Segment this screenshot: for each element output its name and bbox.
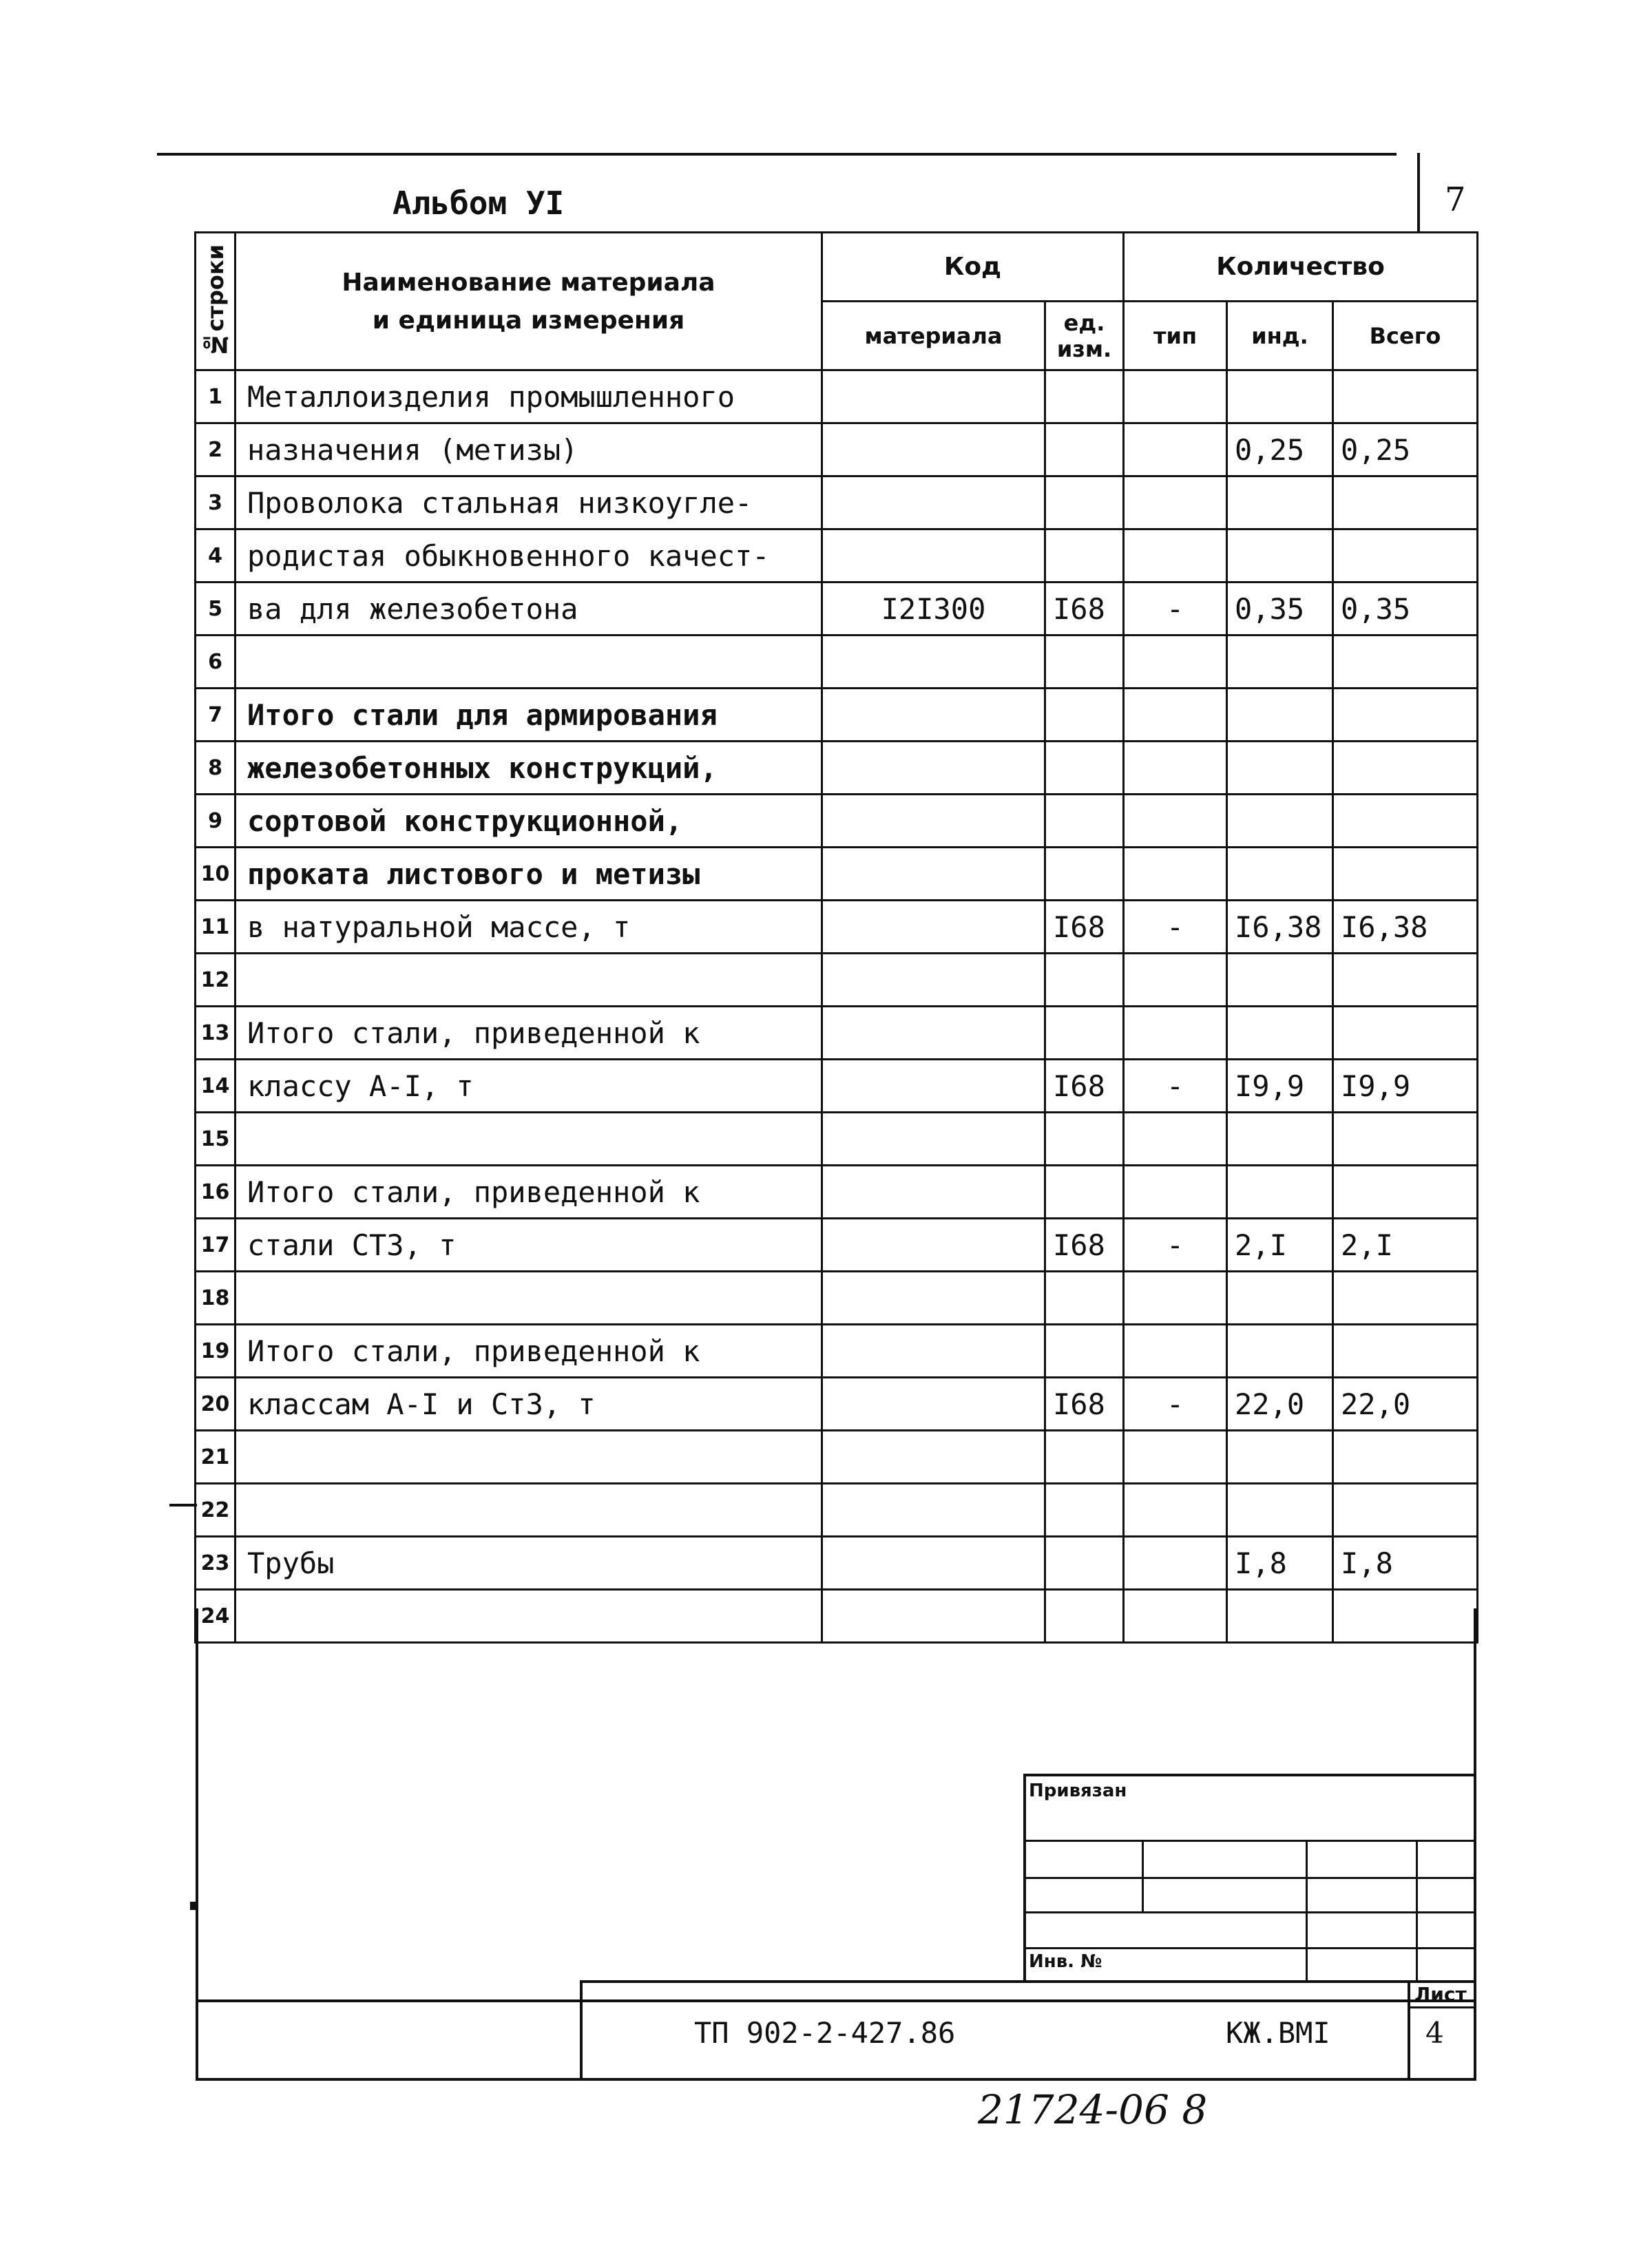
material-code-cell xyxy=(822,1272,1045,1325)
material-code-cell: I2I300 xyxy=(822,582,1045,636)
material-code-cell xyxy=(822,1378,1045,1431)
material-name-cell xyxy=(236,1113,822,1166)
material-name-cell xyxy=(236,1484,822,1537)
material-name-cell: Итого стали, приведенной к xyxy=(236,1007,822,1060)
material-name-cell xyxy=(236,954,822,1007)
table-row xyxy=(196,476,1478,529)
material-name-cell: ва для железобетона xyxy=(236,582,822,636)
total-quantity-cell: 2,I xyxy=(1333,1219,1478,1272)
total-quantity-cell xyxy=(1333,689,1478,742)
table-body xyxy=(196,370,1478,1643)
stamp-col-1 xyxy=(1142,1840,1144,1913)
row-number-cell: 24 xyxy=(196,1590,236,1643)
row-number-cell: 17 xyxy=(196,1219,236,1272)
stamp-rule-2 xyxy=(1023,1877,1474,1879)
stamp-rule-4 xyxy=(1023,1947,1474,1949)
unit-code-cell: I68 xyxy=(1045,901,1124,954)
unit-code-cell xyxy=(1045,636,1124,689)
top-rule xyxy=(157,153,1397,156)
total-quantity-cell: 22,0 xyxy=(1333,1378,1478,1431)
unit-code-cell xyxy=(1045,1113,1124,1166)
unit-code-cell xyxy=(1045,370,1124,423)
row-number-cell: 3 xyxy=(196,476,236,529)
unit-code-cell xyxy=(1045,954,1124,1007)
material-name-cell: Итого стали, приведенной к xyxy=(236,1325,822,1378)
unit-code-cell: I68 xyxy=(1045,1219,1124,1272)
title-block-top xyxy=(580,1980,1476,1983)
stamp-rule-3 xyxy=(1023,1911,1474,1913)
margin-tick-2 xyxy=(190,1902,197,1910)
material-name-cell xyxy=(236,1431,822,1484)
row-number-cell: 14 xyxy=(196,1060,236,1113)
unit-code-cell: I68 xyxy=(1045,1378,1124,1431)
total-quantity-cell: I6,38 xyxy=(1333,901,1478,954)
unit-code-cell xyxy=(1045,689,1124,742)
table-row xyxy=(196,1484,1478,1537)
row-number-cell: 11 xyxy=(196,901,236,954)
attached-label: Привязан xyxy=(1029,1781,1127,1801)
table-row xyxy=(196,1325,1478,1378)
material-name-cell: железобетонных конструкций, xyxy=(236,742,822,795)
material-code-cell xyxy=(822,636,1045,689)
sheet-cell-divider xyxy=(1408,2006,1476,2008)
material-code-cell xyxy=(822,954,1045,1007)
table-row xyxy=(196,1431,1478,1484)
material-name-cell xyxy=(236,1272,822,1325)
material-name-cell: классам А-I и Ст3, т xyxy=(236,1378,822,1431)
unit-code-cell xyxy=(1045,1431,1124,1484)
material-code-cell xyxy=(822,476,1045,529)
ind-quantity-cell xyxy=(1227,1113,1333,1166)
row-number-cell: 21 xyxy=(196,1431,236,1484)
ind-quantity-cell xyxy=(1227,954,1333,1007)
row-number-cell: 18 xyxy=(196,1272,236,1325)
stamp-rule-1 xyxy=(1023,1840,1474,1842)
unit-code-cell xyxy=(1045,1007,1124,1060)
unit-code-cell xyxy=(1045,1325,1124,1378)
total-quantity-cell xyxy=(1333,1272,1478,1325)
material-code-cell xyxy=(822,1113,1045,1166)
unit-code-cell xyxy=(1045,795,1124,848)
top-right-vertical-rule xyxy=(1417,153,1420,233)
name-header-line1: Наименование материала xyxy=(342,268,715,297)
unit-code-cell: I68 xyxy=(1045,1060,1124,1113)
type-cell xyxy=(1124,423,1227,476)
material-name-cell: классу А-I, т xyxy=(236,1060,822,1113)
row-number-cell: 16 xyxy=(196,1166,236,1219)
frame-left xyxy=(196,1608,198,2002)
table-row xyxy=(196,1272,1478,1325)
table-row xyxy=(196,582,1478,636)
row-number-cell: 9 xyxy=(196,795,236,848)
stamp-col-3 xyxy=(1416,1840,1418,1980)
type-cell: - xyxy=(1124,1060,1227,1113)
ind-quantity-cell xyxy=(1227,1431,1333,1484)
type-cell xyxy=(1124,848,1227,901)
total-quantity-cell xyxy=(1333,1590,1478,1643)
table-row xyxy=(196,689,1478,742)
margin-tick-1 xyxy=(169,1504,197,1507)
total-quantity-cell: 0,25 xyxy=(1333,423,1478,476)
material-code-cell xyxy=(822,1431,1045,1484)
material-name-cell: проката листового и метизы xyxy=(236,848,822,901)
unit-code-cell xyxy=(1045,848,1124,901)
material-code-cell xyxy=(822,795,1045,848)
material-code-cell xyxy=(822,689,1045,742)
inv-number-label: Инв. № xyxy=(1029,1951,1102,1972)
sheet-label: Лист xyxy=(1414,1983,1467,2006)
unit-code-cell xyxy=(1045,1484,1124,1537)
stamp-col-2 xyxy=(1306,1840,1308,1980)
total-quantity-cell xyxy=(1333,370,1478,423)
type-header: тип xyxy=(1124,302,1227,370)
type-cell xyxy=(1124,1431,1227,1484)
material-code-cell xyxy=(822,1484,1045,1537)
material-code-cell xyxy=(822,742,1045,795)
table-row xyxy=(196,636,1478,689)
ind-quantity-cell xyxy=(1227,689,1333,742)
material-name-cell: Металлоизделия промышленного xyxy=(236,370,822,423)
row-number-cell: 22 xyxy=(196,1484,236,1537)
unit-code-cell xyxy=(1045,1537,1124,1590)
material-code-cell xyxy=(822,1537,1045,1590)
document-mark: КЖ.ВМI xyxy=(1226,2016,1330,2050)
material-name-cell: сортовой конструкционной, xyxy=(236,795,822,848)
table-row xyxy=(196,1113,1478,1166)
material-name-cell: Итого стали для армирования xyxy=(236,689,822,742)
total-quantity-cell xyxy=(1333,954,1478,1007)
code-group-header: Код xyxy=(822,233,1124,302)
table-row xyxy=(196,954,1478,1007)
material-code-cell xyxy=(822,1590,1045,1643)
ind-quantity-cell xyxy=(1227,1325,1333,1378)
ind-header: инд. xyxy=(1227,302,1333,370)
table-row xyxy=(196,742,1478,795)
total-quantity-cell xyxy=(1333,1484,1478,1537)
unit-code-cell xyxy=(1045,742,1124,795)
ind-quantity-cell xyxy=(1227,1484,1333,1537)
ind-quantity-cell xyxy=(1227,476,1333,529)
ind-quantity-cell xyxy=(1227,742,1333,795)
page-number: 7 xyxy=(1445,180,1466,219)
row-number-cell: 2 xyxy=(196,423,236,476)
handwritten-archive-number: 21724-06 8 xyxy=(978,2086,1208,2133)
unit-code-cell xyxy=(1045,529,1124,582)
unit-header-line1: ед. xyxy=(1063,309,1105,336)
type-cell: - xyxy=(1124,1378,1227,1431)
total-quantity-cell xyxy=(1333,1113,1478,1166)
name-header xyxy=(236,233,822,370)
total-quantity-cell xyxy=(1333,1325,1478,1378)
type-cell xyxy=(1124,1484,1227,1537)
type-cell xyxy=(1124,1272,1227,1325)
ind-quantity-cell xyxy=(1227,1272,1333,1325)
type-cell: - xyxy=(1124,901,1227,954)
type-cell xyxy=(1124,1166,1227,1219)
ind-quantity-cell: 0,25 xyxy=(1227,423,1333,476)
ind-quantity-cell xyxy=(1227,529,1333,582)
table-row xyxy=(196,1537,1478,1590)
ind-quantity-cell: I,8 xyxy=(1227,1537,1333,1590)
title-block xyxy=(580,1980,1476,2002)
type-cell xyxy=(1124,370,1227,423)
title-block-left-lower xyxy=(580,1983,583,2079)
material-name-cell: Трубы xyxy=(236,1537,822,1590)
type-cell: - xyxy=(1124,582,1227,636)
material-name-cell: Проволока стальная низкоугле- xyxy=(236,476,822,529)
total-quantity-cell: 0,35 xyxy=(1333,582,1478,636)
sheet-number: 4 xyxy=(1425,2016,1444,2050)
ind-quantity-cell xyxy=(1227,1007,1333,1060)
row-number-cell: 7 xyxy=(196,689,236,742)
ind-quantity-cell: 22,0 xyxy=(1227,1378,1333,1431)
unit-code-cell xyxy=(1045,476,1124,529)
name-header-line2: и единица измерения xyxy=(372,306,685,335)
table-row xyxy=(196,1060,1478,1113)
total-quantity-cell xyxy=(1333,1007,1478,1060)
row-number-cell: 6 xyxy=(196,636,236,689)
material-code-cell xyxy=(822,423,1045,476)
table-row xyxy=(196,1219,1478,1272)
table-row xyxy=(196,370,1478,423)
material-name-cell xyxy=(236,636,822,689)
frame-left-lower xyxy=(196,2002,198,2081)
total-quantity-cell xyxy=(1333,795,1478,848)
unit-code-cell xyxy=(1045,1272,1124,1325)
type-cell xyxy=(1124,689,1227,742)
row-number-cell: 8 xyxy=(196,742,236,795)
row-number-cell: 20 xyxy=(196,1378,236,1431)
type-cell xyxy=(1124,1007,1227,1060)
total-quantity-cell xyxy=(1333,1166,1478,1219)
type-cell xyxy=(1124,636,1227,689)
material-code-cell xyxy=(822,1060,1045,1113)
ind-quantity-cell: I6,38 xyxy=(1227,901,1333,954)
type-cell: - xyxy=(1124,1219,1227,1272)
document-number: ТП 902-2-427.86 xyxy=(694,2016,956,2050)
quantity-group-header: Количество xyxy=(1124,233,1478,302)
material-name-cell: назначения (метизы) xyxy=(236,423,822,476)
table-row xyxy=(196,848,1478,901)
type-cell xyxy=(1124,1113,1227,1166)
unit-header-line2: изм. xyxy=(1056,335,1112,362)
unit-header xyxy=(1045,302,1124,370)
ind-quantity-cell xyxy=(1227,370,1333,423)
material-code-cell xyxy=(822,370,1045,423)
ind-quantity-cell xyxy=(1227,848,1333,901)
attached-stamp xyxy=(1023,1774,1474,1980)
row-number-cell: 1 xyxy=(196,370,236,423)
type-cell xyxy=(1124,742,1227,795)
ind-quantity-cell: 0,35 xyxy=(1227,582,1333,636)
total-quantity-cell xyxy=(1333,1431,1478,1484)
material-name-cell: в натуральной массе, т xyxy=(236,901,822,954)
materials-table xyxy=(194,231,1478,1644)
table-row xyxy=(196,1166,1478,1219)
table-row xyxy=(196,529,1478,582)
total-header: Всего xyxy=(1333,302,1478,370)
unit-code-cell xyxy=(1045,1166,1124,1219)
table-row xyxy=(196,901,1478,954)
row-number-cell: 23 xyxy=(196,1537,236,1590)
stamp-top-rule xyxy=(1023,1774,1474,1776)
total-quantity-cell xyxy=(1333,476,1478,529)
ind-quantity-cell xyxy=(1227,1590,1333,1643)
ind-quantity-cell: 2,I xyxy=(1227,1219,1333,1272)
table-row xyxy=(196,423,1478,476)
row-number-cell: 13 xyxy=(196,1007,236,1060)
frame-right xyxy=(1474,1608,1476,2002)
row-number-cell: 12 xyxy=(196,954,236,1007)
material-code-cell xyxy=(822,1007,1045,1060)
material-name-cell xyxy=(236,1590,822,1643)
type-cell xyxy=(1124,954,1227,1007)
table-header-row-1 xyxy=(196,233,1478,302)
material-name-cell: Итого стали, приведенной к xyxy=(236,1166,822,1219)
row-number-header-label: №строки xyxy=(202,244,229,358)
title-block-bottom xyxy=(196,2078,1476,2081)
total-quantity-cell xyxy=(1333,529,1478,582)
type-cell xyxy=(1124,529,1227,582)
material-code-cell xyxy=(822,901,1045,954)
ind-quantity-cell: I9,9 xyxy=(1227,1060,1333,1113)
total-quantity-cell xyxy=(1333,742,1478,795)
material-name-cell: родистая обыкновенного качест- xyxy=(236,529,822,582)
material-code-cell xyxy=(822,1219,1045,1272)
row-number-cell: 4 xyxy=(196,529,236,582)
row-number-cell: 10 xyxy=(196,848,236,901)
ind-quantity-cell xyxy=(1227,636,1333,689)
table-row xyxy=(196,1007,1478,1060)
type-cell xyxy=(1124,476,1227,529)
type-cell xyxy=(1124,1325,1227,1378)
row-number-header xyxy=(196,233,236,370)
table-row xyxy=(196,795,1478,848)
row-number-cell: 5 xyxy=(196,582,236,636)
type-cell xyxy=(1124,1590,1227,1643)
unit-code-cell xyxy=(1045,423,1124,476)
total-quantity-cell xyxy=(1333,636,1478,689)
table-row xyxy=(196,1378,1478,1431)
type-cell xyxy=(1124,1537,1227,1590)
table-row xyxy=(196,1590,1478,1643)
type-cell xyxy=(1124,795,1227,848)
ind-quantity-cell xyxy=(1227,1166,1333,1219)
ind-quantity-cell xyxy=(1227,795,1333,848)
frame-right-lower xyxy=(1474,2002,1476,2081)
total-quantity-cell: I,8 xyxy=(1333,1537,1478,1590)
material-name-cell: стали СТЗ, т xyxy=(236,1219,822,1272)
album-title: Альбом УI xyxy=(393,185,565,222)
unit-code-cell: I68 xyxy=(1045,582,1124,636)
row-number-cell: 15 xyxy=(196,1113,236,1166)
total-quantity-cell: I9,9 xyxy=(1333,1060,1478,1113)
total-quantity-cell xyxy=(1333,848,1478,901)
material-code-cell xyxy=(822,848,1045,901)
material-code-header: материала xyxy=(822,302,1045,370)
row-number-cell: 19 xyxy=(196,1325,236,1378)
unit-code-cell xyxy=(1045,1590,1124,1643)
material-code-cell xyxy=(822,1325,1045,1378)
material-code-cell xyxy=(822,529,1045,582)
sheet-cell-left xyxy=(1408,1980,1410,2081)
material-code-cell xyxy=(822,1166,1045,1219)
